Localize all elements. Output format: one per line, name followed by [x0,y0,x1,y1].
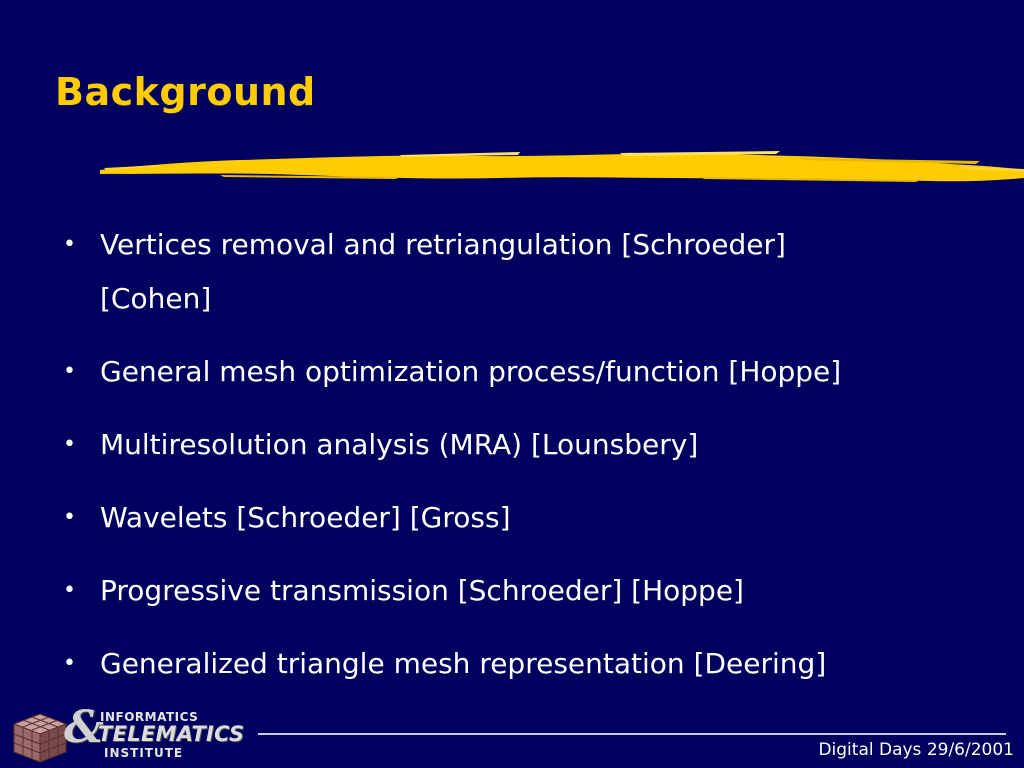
logo-informatics: INFORMATICS [100,710,199,724]
footer-divider [258,733,1006,735]
bullet-list [60,218,960,710]
bullet-item [60,218,960,326]
footer-text: Digital Days 29/6/2001 [818,740,1014,760]
bullet-dot: • [63,232,76,257]
bullet-item [60,345,960,399]
bullet-text: Wavelets [Schroeder] [Gross] [100,501,511,534]
bullet-dot: • [63,359,76,384]
cube-icon [8,708,72,764]
bullet-text: Generalized triangle mesh representation [Deering] [100,647,827,680]
logo-institute: INSTITUTE [104,746,184,760]
bullet-dot: • [63,578,76,603]
bullet-text: Progressive transmission [Schroeder] [Hoppe] [100,574,744,607]
logo-ampersand: & [64,702,104,753]
bullet-dot: • [63,432,76,457]
bullet-dot: • [63,505,76,530]
slide-title: Background [55,70,316,114]
bullet-dot: • [63,651,76,676]
bullet-item [60,418,960,472]
bullet-text: Vertices removal and retriangulation [Schroeder] [Cohen] [100,228,786,315]
title-underline-brush-stroke [100,148,1024,188]
bullet-item [60,564,960,618]
bullet-item [60,637,960,691]
institute-logo [8,702,258,764]
bullet-item [60,491,960,545]
bullet-text: Multiresolution analysis (MRA) [Lounsbery] [100,428,699,461]
logo-telematics: TELEMATICS [98,722,245,746]
bullet-text: General mesh optimization process/function [Hoppe] [100,355,842,388]
